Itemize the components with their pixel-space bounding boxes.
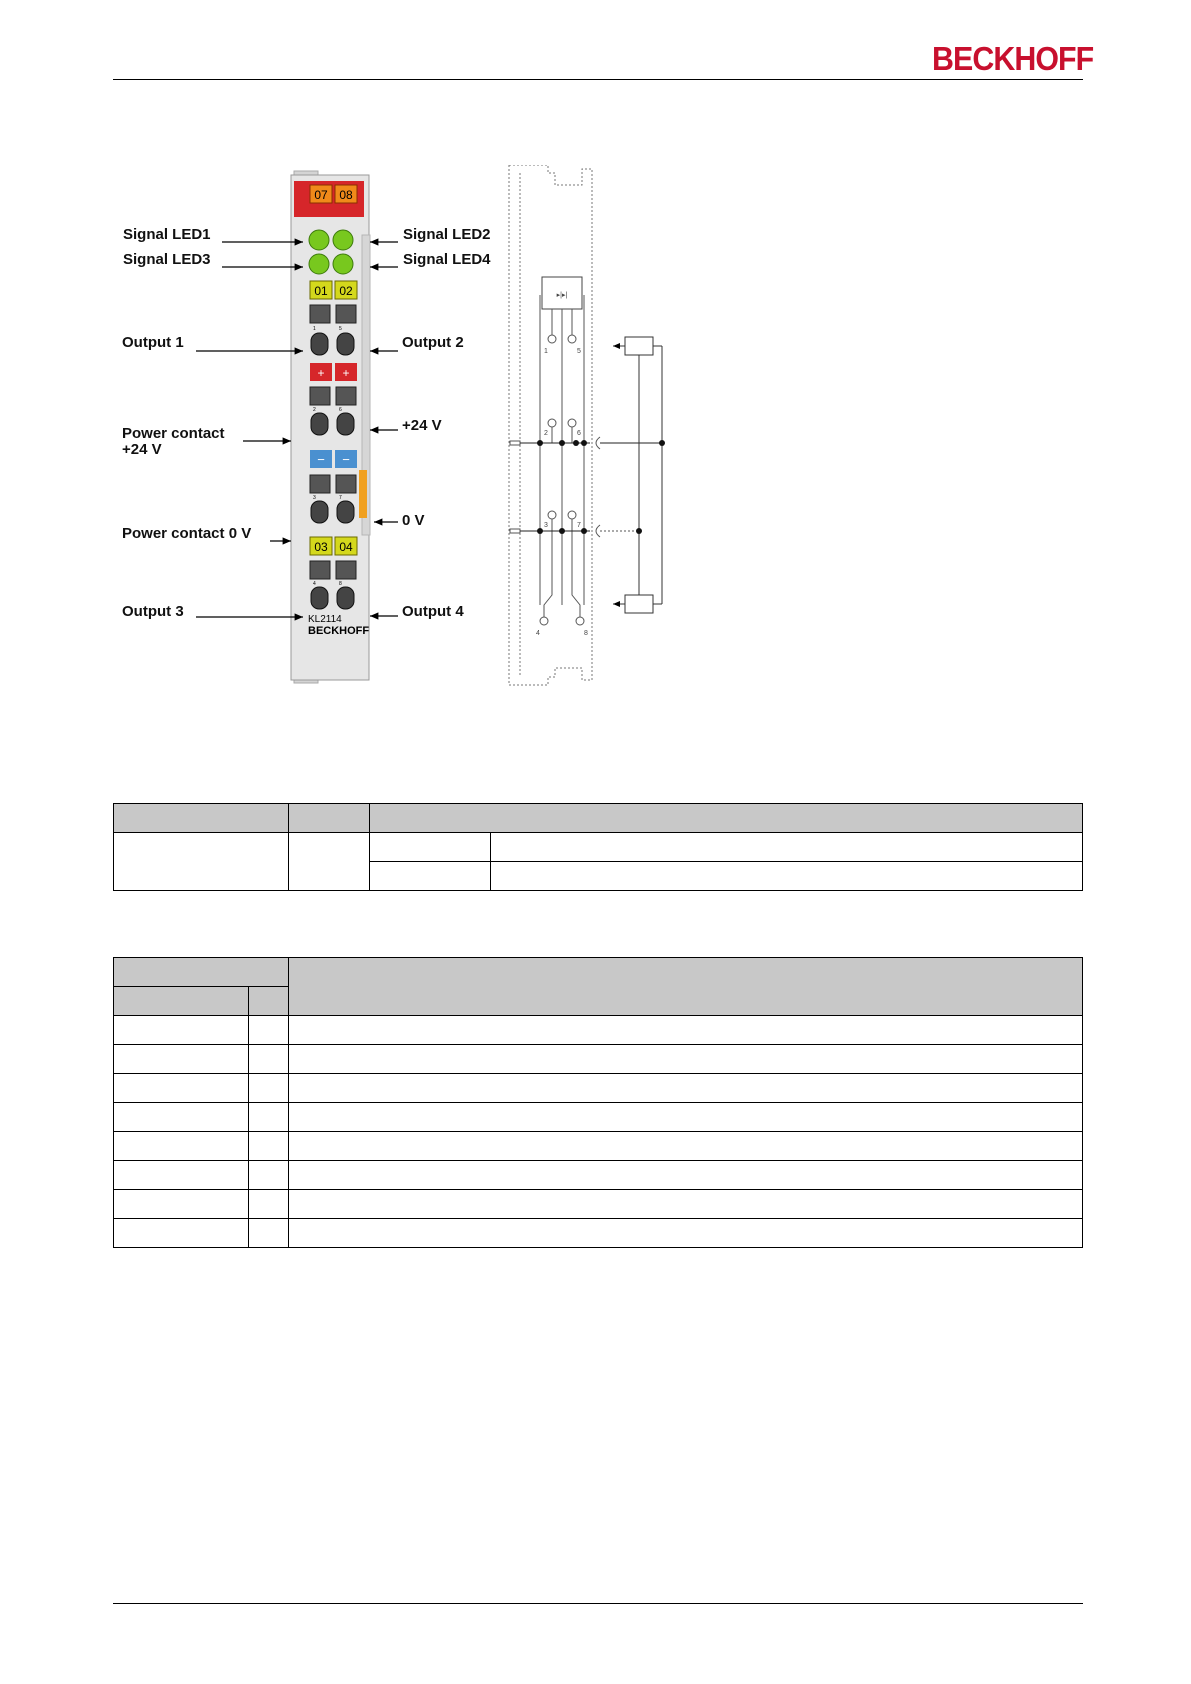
- svg-text:8: 8: [584, 630, 588, 637]
- svg-text:5: 5: [577, 348, 581, 355]
- terminal-body: [291, 171, 370, 683]
- svg-text:7: 7: [577, 522, 581, 529]
- led-table: [113, 803, 1083, 891]
- led-01-label: 01: [314, 284, 328, 298]
- svg-text:5: 5: [339, 326, 342, 332]
- callout-output3: Output 3: [122, 603, 184, 620]
- contact-table: [113, 957, 1083, 1248]
- contact-table-header-cell: [249, 987, 289, 1016]
- signal-led3: [309, 254, 329, 274]
- led-table-header-cell: [289, 804, 370, 833]
- brand-logo: BECKHOFF: [932, 40, 1094, 77]
- callout-0v: 0 V: [402, 512, 425, 529]
- table-row: [114, 1190, 1083, 1219]
- svg-text:6: 6: [577, 430, 581, 437]
- callout-plus-24v: +24 V: [402, 417, 442, 434]
- svg-text:1: 1: [313, 326, 316, 332]
- terminal-model: KL2114: [308, 614, 342, 625]
- led-table-header-cell: [370, 804, 1083, 833]
- table-row: [114, 1219, 1083, 1248]
- svg-text:1: 1: [544, 348, 548, 355]
- led-07-label: 07: [314, 188, 328, 202]
- svg-text:+: +: [342, 366, 350, 380]
- led-03-label: 03: [314, 540, 328, 554]
- footer-rule: [113, 1603, 1083, 1604]
- svg-text:4: 4: [536, 630, 540, 637]
- wiring-schematic: [509, 165, 662, 685]
- contact-table-header-cell: [114, 958, 289, 987]
- svg-text:▸|▸|: ▸|▸|: [556, 292, 568, 299]
- signal-led1: [309, 230, 329, 250]
- svg-text:7: 7: [339, 495, 342, 501]
- table-row: [114, 1103, 1083, 1132]
- led-04-label: 04: [339, 540, 353, 554]
- callout-signal-led1: Signal LED1: [123, 226, 211, 243]
- led-table-cell: [491, 862, 1083, 891]
- svg-text:4: 4: [313, 581, 316, 587]
- contact-table-header-cell: [114, 987, 249, 1016]
- table-row: [114, 1074, 1083, 1103]
- signal-led4: [333, 254, 353, 274]
- svg-text:8: 8: [339, 581, 342, 587]
- signal-led2: [333, 230, 353, 250]
- led-table-cell: [370, 833, 491, 862]
- callout-output4: Output 4: [402, 603, 464, 620]
- table-row: [114, 1016, 1083, 1045]
- led-table-row: [114, 833, 1083, 862]
- table-row: [114, 1161, 1083, 1190]
- svg-text:+: +: [317, 366, 325, 380]
- terminal-figure: [110, 165, 690, 705]
- svg-text:6: 6: [339, 407, 342, 413]
- header-rule: [113, 79, 1083, 80]
- led-table-cell: [370, 862, 491, 891]
- led-08-label: 08: [339, 188, 353, 202]
- svg-text:−: −: [342, 452, 350, 467]
- terminal-brand: BECKHOFF: [308, 625, 370, 637]
- svg-text:3: 3: [544, 522, 548, 529]
- callout-power-contact-24v-2: +24 V: [122, 441, 162, 458]
- contact-table-header-cell: [289, 958, 1083, 1016]
- callout-power-contact-24v-1: Power contact: [122, 425, 225, 442]
- callout-power-contact-0v: Power contact 0 V: [122, 525, 252, 542]
- svg-text:2: 2: [313, 407, 316, 413]
- svg-text:2: 2: [544, 430, 548, 437]
- svg-text:3: 3: [313, 495, 316, 501]
- contact-table-header-row: [114, 958, 1083, 987]
- led-table-cell: [114, 833, 289, 891]
- table-row: [114, 1132, 1083, 1161]
- table-row: [114, 1045, 1083, 1074]
- led-table-cell: [289, 833, 370, 891]
- callout-output2: Output 2: [402, 334, 464, 351]
- led-table-header-cell: [114, 804, 289, 833]
- svg-text:−: −: [317, 452, 325, 467]
- callout-signal-led3: Signal LED3: [123, 251, 211, 268]
- led-table-cell: [491, 833, 1083, 862]
- led-02-label: 02: [339, 284, 353, 298]
- led-table-header-row: [114, 804, 1083, 833]
- callout-signal-led4: Signal LED4: [403, 251, 491, 268]
- callout-signal-led2: Signal LED2: [403, 226, 491, 243]
- callout-output1: Output 1: [122, 334, 184, 351]
